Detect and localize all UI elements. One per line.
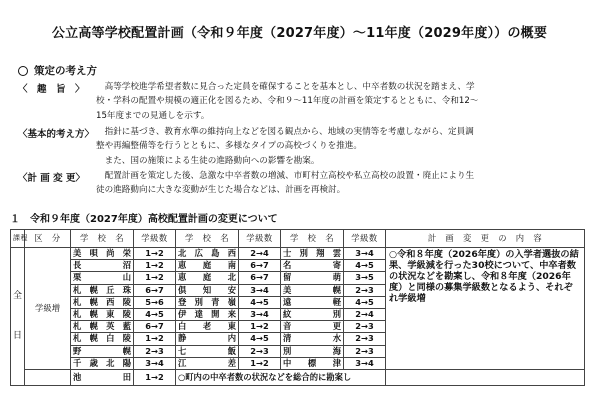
class-change: 5→6 bbox=[134, 296, 176, 308]
school-name: 美唄尚栄 bbox=[71, 248, 134, 260]
class-change: 4→5 bbox=[344, 260, 386, 272]
school-name: 伊達開来 bbox=[176, 308, 239, 320]
change-note: ○令和８年度（2026年度）の入学者選抜の結果、学級減を行った30校について、中卒者数の状況などを勘案し、令和８年度（2026年度）と同様の募集学級数となるよう、それぞれ学級増 bbox=[386, 248, 585, 370]
school-name: 札幌丘珠 bbox=[71, 284, 134, 296]
item-text-plan-change bbox=[96, 169, 566, 198]
text-line: 校・学科の配置や規模の適正化を図るため、令和９～11年度の計画を策定するとともに、令和12～ bbox=[96, 96, 479, 107]
school-name: 中標津 bbox=[281, 357, 344, 369]
school-name: 恵庭南 bbox=[176, 260, 239, 272]
text-line: 徒の進路動向に大きな変動が生じた場合などは、計画を再検討。 bbox=[96, 185, 346, 196]
school-name: 札幌白陵 bbox=[71, 333, 134, 345]
school-name: 名 寄 bbox=[281, 260, 344, 272]
class-change: 2→4 bbox=[239, 248, 281, 260]
class-change: 1→2 bbox=[239, 321, 281, 333]
header-school-1: 学 校 名 bbox=[71, 230, 134, 248]
section-heading-changes: １ 令和９年度（2027年度）高校配置計画の変更について bbox=[10, 214, 278, 225]
category-cell: 学級増 bbox=[25, 248, 71, 370]
class-change: 2→3 bbox=[344, 284, 386, 296]
header-school-2: 学 校 名 bbox=[176, 230, 239, 248]
school-name: 別 海 bbox=[281, 345, 344, 357]
school-name: 白老東 bbox=[176, 321, 239, 333]
header-change-content: 計 画 変 更 の 内 容 bbox=[386, 230, 585, 248]
school-name: 池 田 bbox=[71, 369, 134, 385]
item-label-purpose: 〈 趣 旨 〉 bbox=[18, 84, 85, 95]
header-classes-1: 学級数 bbox=[134, 230, 176, 248]
item-text-purpose bbox=[96, 80, 566, 123]
page-title: 公立高等学校配置計画（令和９年度（2027年度）～11年度（2029年度））の概要 bbox=[51, 26, 548, 41]
class-change: 6→7 bbox=[134, 284, 176, 296]
class-change: 1→2 bbox=[134, 333, 176, 345]
school-name: 遠 軽 bbox=[281, 296, 344, 308]
school-name: 千歳北陽 bbox=[71, 357, 134, 369]
school-name: 倶知安 bbox=[176, 284, 239, 296]
school-name: 留 萌 bbox=[281, 272, 344, 284]
class-change: 3→4 bbox=[134, 357, 176, 369]
empty-cell bbox=[386, 369, 585, 385]
text-line: 高等学校進学希望者数に見合った定員を確保することを基本とし、中卒者数の状況を踏まえ、学 bbox=[96, 82, 475, 92]
school-name: 北広島西 bbox=[176, 248, 239, 260]
school-name: 江 差 bbox=[176, 357, 239, 369]
school-name: 長 沼 bbox=[71, 260, 134, 272]
school-name: 士別翔雲 bbox=[281, 248, 344, 260]
class-change: 3→4 bbox=[344, 248, 386, 260]
circle-bullet-icon bbox=[18, 66, 28, 76]
header-school-3: 学 校 名 bbox=[281, 230, 344, 248]
class-change: 6→7 bbox=[239, 272, 281, 284]
class-change: 2→3 bbox=[344, 333, 386, 345]
item-label-basic-approach: 〈基本的考え方〉 bbox=[18, 129, 95, 140]
text-line: また、国の施策による生徒の進路動向への影響を勘案。 bbox=[96, 155, 320, 166]
school-name: 栗 山 bbox=[71, 272, 134, 284]
table-row bbox=[11, 248, 585, 260]
school-name: 静 内 bbox=[176, 333, 239, 345]
school-name: 音 更 bbox=[281, 321, 344, 333]
course-cell: 全 日 bbox=[11, 248, 25, 386]
class-change: 2→3 bbox=[239, 345, 281, 357]
school-name: 七 飯 bbox=[176, 345, 239, 357]
item-text-basic-approach bbox=[96, 125, 566, 168]
class-change: 2→3 bbox=[134, 345, 176, 357]
class-change: 1→2 bbox=[134, 248, 176, 260]
class-change: 6→7 bbox=[239, 260, 281, 272]
section-heading-policy: 策定の考え方 bbox=[18, 63, 97, 78]
class-change: 1→2 bbox=[134, 260, 176, 272]
class-change: 4→5 bbox=[239, 333, 281, 345]
class-change: 3→4 bbox=[239, 284, 281, 296]
school-name: 恵庭北 bbox=[176, 272, 239, 284]
class-change: 1→2 bbox=[134, 272, 176, 284]
item-label-plan-change: 〈計 画 変 更〉 bbox=[18, 173, 85, 184]
class-change: 3→5 bbox=[344, 272, 386, 284]
school-name: 札幌英藍 bbox=[71, 321, 134, 333]
class-change: 2→4 bbox=[344, 308, 386, 320]
header-category: 区 分 bbox=[25, 230, 71, 248]
class-change: 4→5 bbox=[344, 296, 386, 308]
school-name: 札幌西陵 bbox=[71, 296, 134, 308]
school-name: 野 幌 bbox=[71, 345, 134, 357]
header-classes-2: 学級数 bbox=[239, 230, 281, 248]
header-course: 課程 bbox=[11, 230, 25, 248]
school-name: 紋 別 bbox=[281, 308, 344, 320]
changes-table bbox=[10, 229, 585, 386]
text-line: 15年度までの見通しを示す。 bbox=[96, 110, 210, 121]
table-row-partial bbox=[11, 369, 585, 385]
category-cell-empty bbox=[25, 369, 71, 385]
text-line: 配置計画を策定した後、急激な中卒者数の増減、市町村立高校や私立高校の設置・廃止により生 bbox=[96, 171, 475, 181]
class-change: 4→5 bbox=[239, 296, 281, 308]
class-change: 6→7 bbox=[134, 321, 176, 333]
class-change: 2→3 bbox=[344, 321, 386, 333]
header-classes-3: 学級数 bbox=[344, 230, 386, 248]
school-name: 美 幌 bbox=[281, 284, 344, 296]
class-change: 4→5 bbox=[134, 308, 176, 320]
class-change: 1→2 bbox=[239, 357, 281, 369]
partial-row-content: ○町内の中卒者数の状況などを総合的に勘案し bbox=[176, 369, 386, 385]
table-header-row bbox=[11, 230, 585, 248]
class-change: 2→3 bbox=[344, 345, 386, 357]
school-name: 札幌東陵 bbox=[71, 308, 134, 320]
class-change: 3→4 bbox=[239, 308, 281, 320]
class-change: 3→4 bbox=[344, 357, 386, 369]
text-line: 指針に基づき、教育水準の維持向上などを図る観点から、地域の実情等を考慮しながら、定員調 bbox=[96, 127, 474, 137]
class-change: 1→2 bbox=[134, 369, 176, 385]
school-name: 登別青嶺 bbox=[176, 296, 239, 308]
text-line: 整や再編整備等を行うとともに、多様なタイプの高校づくりを推進。 bbox=[96, 141, 362, 152]
school-name: 清 水 bbox=[281, 333, 344, 345]
